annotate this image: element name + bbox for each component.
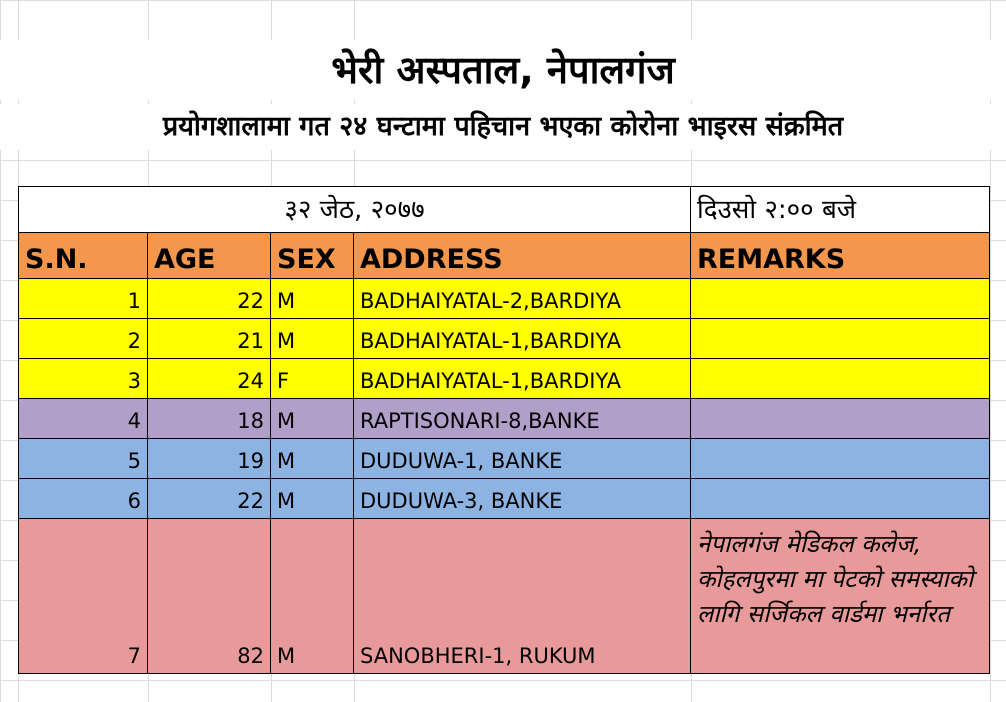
- table-row: [18, 359, 990, 399]
- table-row: [18, 519, 990, 674]
- cell-address[interactable]: DUDUWA-1, BANKE: [354, 439, 691, 479]
- cell-remarks[interactable]: [691, 319, 990, 359]
- cell-remarks[interactable]: [691, 519, 990, 674]
- cell-address[interactable]: BADHAIYATAL-1,BARDIYA: [354, 359, 691, 399]
- cell-address[interactable]: RAPTISONARI-8,BANKE: [354, 399, 691, 439]
- cell-address[interactable]: SANOBHERI-1, RUKUM: [354, 519, 691, 674]
- table-row: [18, 439, 990, 479]
- cell-age[interactable]: 18: [148, 399, 271, 439]
- date-row: [18, 186, 990, 233]
- cell-remarks[interactable]: [691, 439, 990, 479]
- cell-age[interactable]: 22: [148, 279, 271, 319]
- cell-remarks[interactable]: [691, 359, 990, 399]
- table-header: [18, 233, 990, 279]
- table-row: [18, 399, 990, 439]
- cell-sn[interactable]: 7: [18, 519, 148, 674]
- table-row: [18, 479, 990, 519]
- cell-remarks[interactable]: [691, 279, 990, 319]
- cell-sn[interactable]: 2: [18, 319, 148, 359]
- column-header-sex[interactable]: SEX: [271, 233, 354, 279]
- cell-age[interactable]: 21: [148, 319, 271, 359]
- cell-sex[interactable]: M: [271, 479, 354, 519]
- cell-age[interactable]: 24: [148, 359, 271, 399]
- cell-sex[interactable]: M: [271, 319, 354, 359]
- cell-sn[interactable]: 5: [18, 439, 148, 479]
- remarks-text: नेपालगंज मेडिकल कलेज, कोहलपुरमा मा पेटको समस्याको लागि सर्जिकल वार्डमा भर्नारत: [697, 530, 974, 628]
- cell-address[interactable]: DUDUWA-3, BANKE: [354, 479, 691, 519]
- table-row: [18, 279, 990, 319]
- cell-sn[interactable]: 6: [18, 479, 148, 519]
- column-header-sn[interactable]: S.N.: [18, 233, 148, 279]
- cell-sex[interactable]: M: [271, 519, 354, 674]
- cell-sex[interactable]: M: [271, 439, 354, 479]
- column-header-address[interactable]: ADDRESS: [354, 233, 691, 279]
- page-title: भेरी अस्पताल, नेपालगंज: [0, 40, 1006, 100]
- cell-sex[interactable]: M: [271, 279, 354, 319]
- table-row: [18, 319, 990, 359]
- cell-address[interactable]: BADHAIYATAL-1,BARDIYA: [354, 319, 691, 359]
- column-header-age[interactable]: AGE: [148, 233, 271, 279]
- cell-age[interactable]: 19: [148, 439, 271, 479]
- cell-sn[interactable]: 3: [18, 359, 148, 399]
- date-cell[interactable]: ३२ जेठ, २०७७: [18, 186, 691, 233]
- cell-sn[interactable]: 1: [18, 279, 148, 319]
- cell-sn[interactable]: 4: [18, 399, 148, 439]
- column-header-remarks[interactable]: REMARKS: [691, 233, 990, 279]
- cell-age[interactable]: 82: [148, 519, 271, 674]
- time-cell[interactable]: दिउसो २:०० बजे: [691, 186, 990, 233]
- page-subtitle: प्रयोगशालामा गत २४ घन्टामा पहिचान भएका कोरोना भाइरस संक्रमित: [0, 104, 1006, 150]
- grid-line: [0, 0, 1006, 1]
- cell-age[interactable]: 22: [148, 479, 271, 519]
- cell-sex[interactable]: F: [271, 359, 354, 399]
- cell-address[interactable]: BADHAIYATAL-2,BARDIYA: [354, 279, 691, 319]
- cell-remarks[interactable]: [691, 399, 990, 439]
- cell-sex[interactable]: M: [271, 399, 354, 439]
- cell-remarks[interactable]: [691, 479, 990, 519]
